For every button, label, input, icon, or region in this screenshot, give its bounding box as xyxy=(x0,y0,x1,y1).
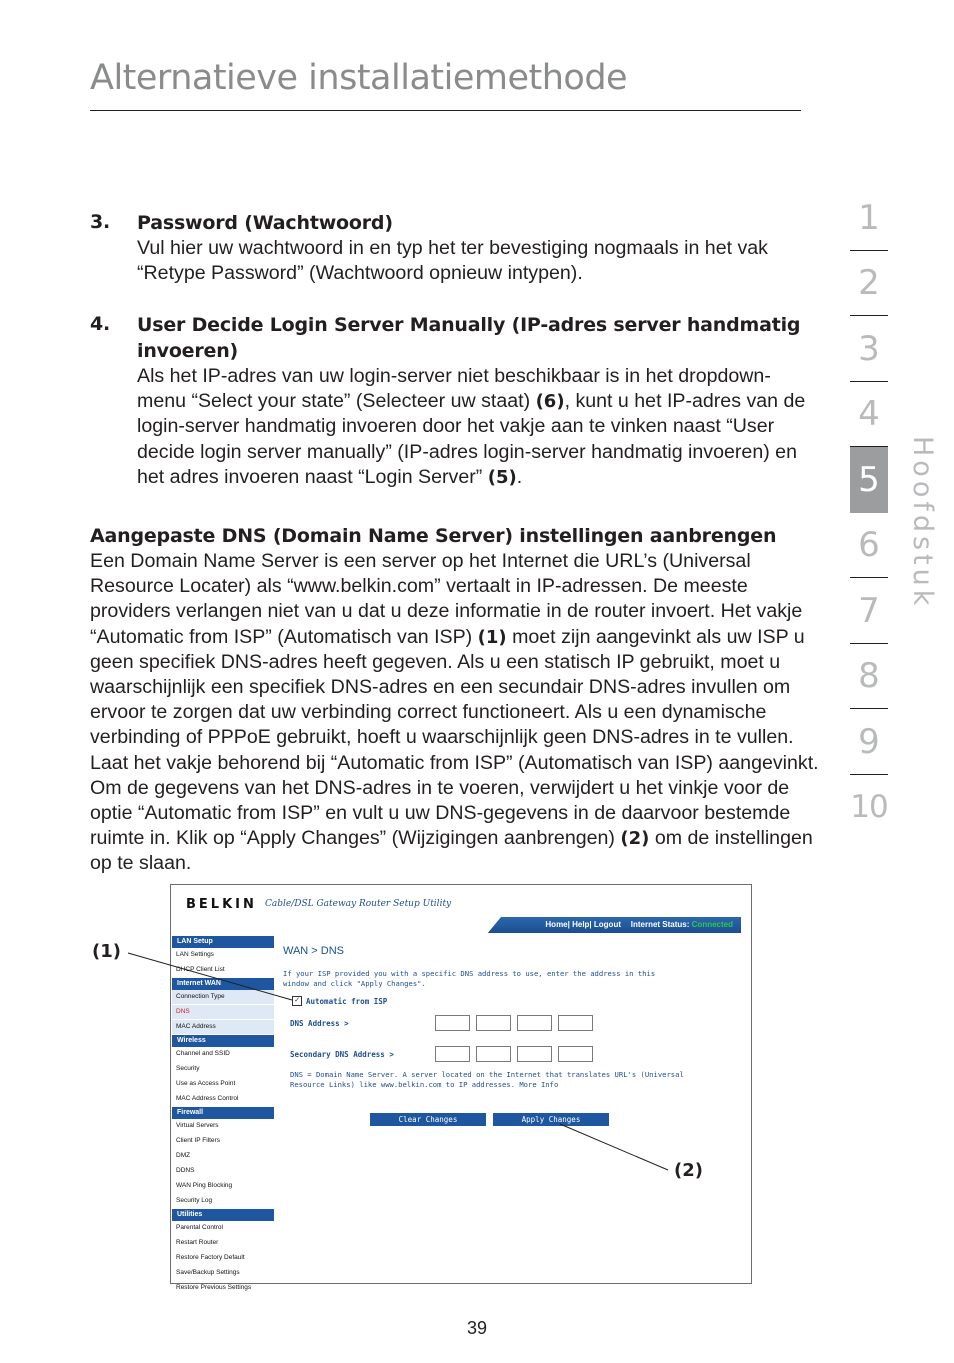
sidebar-item[interactable]: DHCP Client List xyxy=(172,963,274,978)
chapter-4: 4 xyxy=(850,382,888,448)
dns-note: DNS = Domain Name Server. A server located on the Internet that translates URL's (Universal Resource Links) like www.belkin.com to IP addresses. More Info xyxy=(290,1070,684,1089)
chapter-10: 10 xyxy=(850,789,888,826)
sidebar-group[interactable]: Utilities xyxy=(172,1209,274,1221)
section-heading: Aangepaste DNS (Domain Name Server) instellingen aanbrengen xyxy=(90,525,777,547)
chapter-2: 2 xyxy=(850,251,888,317)
ref-1: (1) xyxy=(477,626,507,648)
sidebar-item[interactable]: Security Log xyxy=(172,1194,274,1209)
sidebar-item[interactable]: Client IP Filters xyxy=(172,1134,274,1149)
clear-changes-button[interactable]: Clear Changes xyxy=(370,1113,486,1126)
chapter-3: 3 xyxy=(850,316,888,382)
product-name: Cable/DSL Gateway Router Setup Utility xyxy=(265,899,452,909)
item-text: Vul hier uw wachtwoord in en typ het ter bevestiging nogmaals in het vak “Retype Password” (Wachtwoord opnieuw intypen). xyxy=(137,237,768,285)
sidebar-item[interactable]: Channel and SSID xyxy=(172,1047,274,1062)
ref-5: (5) xyxy=(487,466,517,488)
chapter-9: 9 xyxy=(850,709,888,775)
item-heading: Password (Wachtwoord) xyxy=(137,212,393,234)
apply-changes-button[interactable]: Apply Changes xyxy=(493,1113,609,1126)
sidebar-group[interactable]: Internet WAN xyxy=(172,978,274,990)
chapter-5-active: 5 xyxy=(850,447,888,513)
sidebar-item[interactable]: Virtual Servers xyxy=(172,1119,274,1134)
sidebar-item[interactable]: WAN Ping Blocking xyxy=(172,1179,274,1194)
top-nav-links[interactable]: Home| Help| Logout xyxy=(545,920,621,929)
secondary-dns-label: Secondary DNS Address > xyxy=(290,1050,394,1059)
sidebar-item[interactable]: Parental Control xyxy=(172,1221,274,1236)
ref-2: (2) xyxy=(620,828,650,850)
sidebar-item[interactable]: Restore Factory Default xyxy=(172,1251,274,1266)
list-number: 3. xyxy=(90,211,111,233)
chapter-1: 1 xyxy=(850,185,888,251)
page-header-title: Alternatieve installatiemethode xyxy=(90,58,628,98)
callout-1: (1) xyxy=(92,941,121,962)
sidebar-group[interactable]: LAN Setup xyxy=(172,936,274,948)
dns-intro: If your ISP provided you with a specific DNS address to use, enter the address in this window and click "Apply Changes". xyxy=(283,969,656,988)
sidebar-item[interactable]: Security xyxy=(172,1062,274,1077)
item-heading: User Decide Login Server Manually (IP-adres server handmatig invoeren) xyxy=(137,314,801,362)
sidebar-group[interactable]: Wireless xyxy=(172,1035,274,1047)
chapter-8: 8 xyxy=(850,644,888,710)
sidebar-item[interactable]: Use as Access Point xyxy=(172,1077,274,1092)
chapter-6: 6 xyxy=(850,513,888,579)
sidebar-item[interactable]: LAN Settings xyxy=(172,948,274,963)
sidebar-item[interactable]: Connection Type xyxy=(172,990,274,1005)
chapter-label: Hoofdstuk xyxy=(907,436,938,610)
wan-dns-title: WAN > DNS xyxy=(283,945,345,957)
sidebar-item[interactable]: MAC Address Control xyxy=(172,1092,274,1107)
internet-status: Internet Status: Connected xyxy=(630,920,733,929)
sidebar-item[interactable]: Restart Router xyxy=(172,1236,274,1251)
callout-line-2 xyxy=(560,1124,668,1170)
page-number: 39 xyxy=(466,1318,488,1338)
list-number: 4. xyxy=(90,313,111,335)
sidebar-item[interactable]: Save/Backup Settings xyxy=(172,1266,274,1281)
callout-line-1 xyxy=(128,953,292,1000)
ref-6: (6) xyxy=(535,391,565,413)
chapter-7: 7 xyxy=(850,578,888,644)
sidebar-item[interactable]: MAC Address xyxy=(172,1020,274,1035)
dns-address-label: DNS Address > xyxy=(290,1019,349,1028)
sidebar-item[interactable]: Restore Previous Settings xyxy=(172,1281,274,1296)
belkin-logo: BELKIN xyxy=(186,897,257,912)
callout-2: (2) xyxy=(674,1160,703,1181)
sidebar-group[interactable]: Firewall xyxy=(172,1107,274,1119)
sidebar-item[interactable]: DMZ xyxy=(172,1149,274,1164)
section-text: Een Domain Name Server is een server op het Internet die URL’s (Universal Resource Locater) als “www.belkin.com” vertaalt in IP-adressen. De meeste providers verlangen niet van u dat u deze informatie in de router invoert. Het vakje “Automatic from ISP” (Automatisch van ISP) (1) moet zijn aangevinkt als uw ISP u geen specifiek DNS-adres heeft gegeven. Als u een statisch IP gebruikt, moet u waarschijnlijk een specifiek DNS-adres en een secundair DNS-adres invullen om ervoor te zorgen dat uw verbinding correct functioneert. Als u een dynamische verbinding of PPPoE gebruikt, hoeft u waarschijnlijk geen DNS-adres in te vullen. Laat het vakje behorend bij “Automatic from ISP” (Automatisch van ISP) aangevinkt. Om de gegevens van het DNS-adres in te voeren, verwijdert u het vinkje voor de optie “Automatic from ISP” en vult u uw DNS-gegevens in de daarvoor bestemde ruimte in. Klik op “Apply Changes” (Wijzigingen aanbrengen) (2) om de instellingen op te slaan. xyxy=(90,550,819,875)
auto-from-isp-label: Automatic from ISP xyxy=(306,996,388,1006)
auto-from-isp-checkbox[interactable]: ✓ xyxy=(292,996,302,1006)
sidebar-item[interactable]: DDNS xyxy=(172,1164,274,1179)
sidebar-item-dns-selected[interactable]: DNS xyxy=(172,1005,274,1020)
item-text: Als het IP-adres van uw login-server niet beschikbaar is in het dropdown-menu “Select your state” (Selecteer uw staat) (6), kunt u het IP-adres van de login-server handmatig invoeren door het vakje aan te vinken naast “User decide login server manually” (IP-adres login-server handmatig invoeren) en het adres invoeren naast “Login Server” (5). xyxy=(137,365,806,488)
status-connected: Connected xyxy=(691,920,733,929)
